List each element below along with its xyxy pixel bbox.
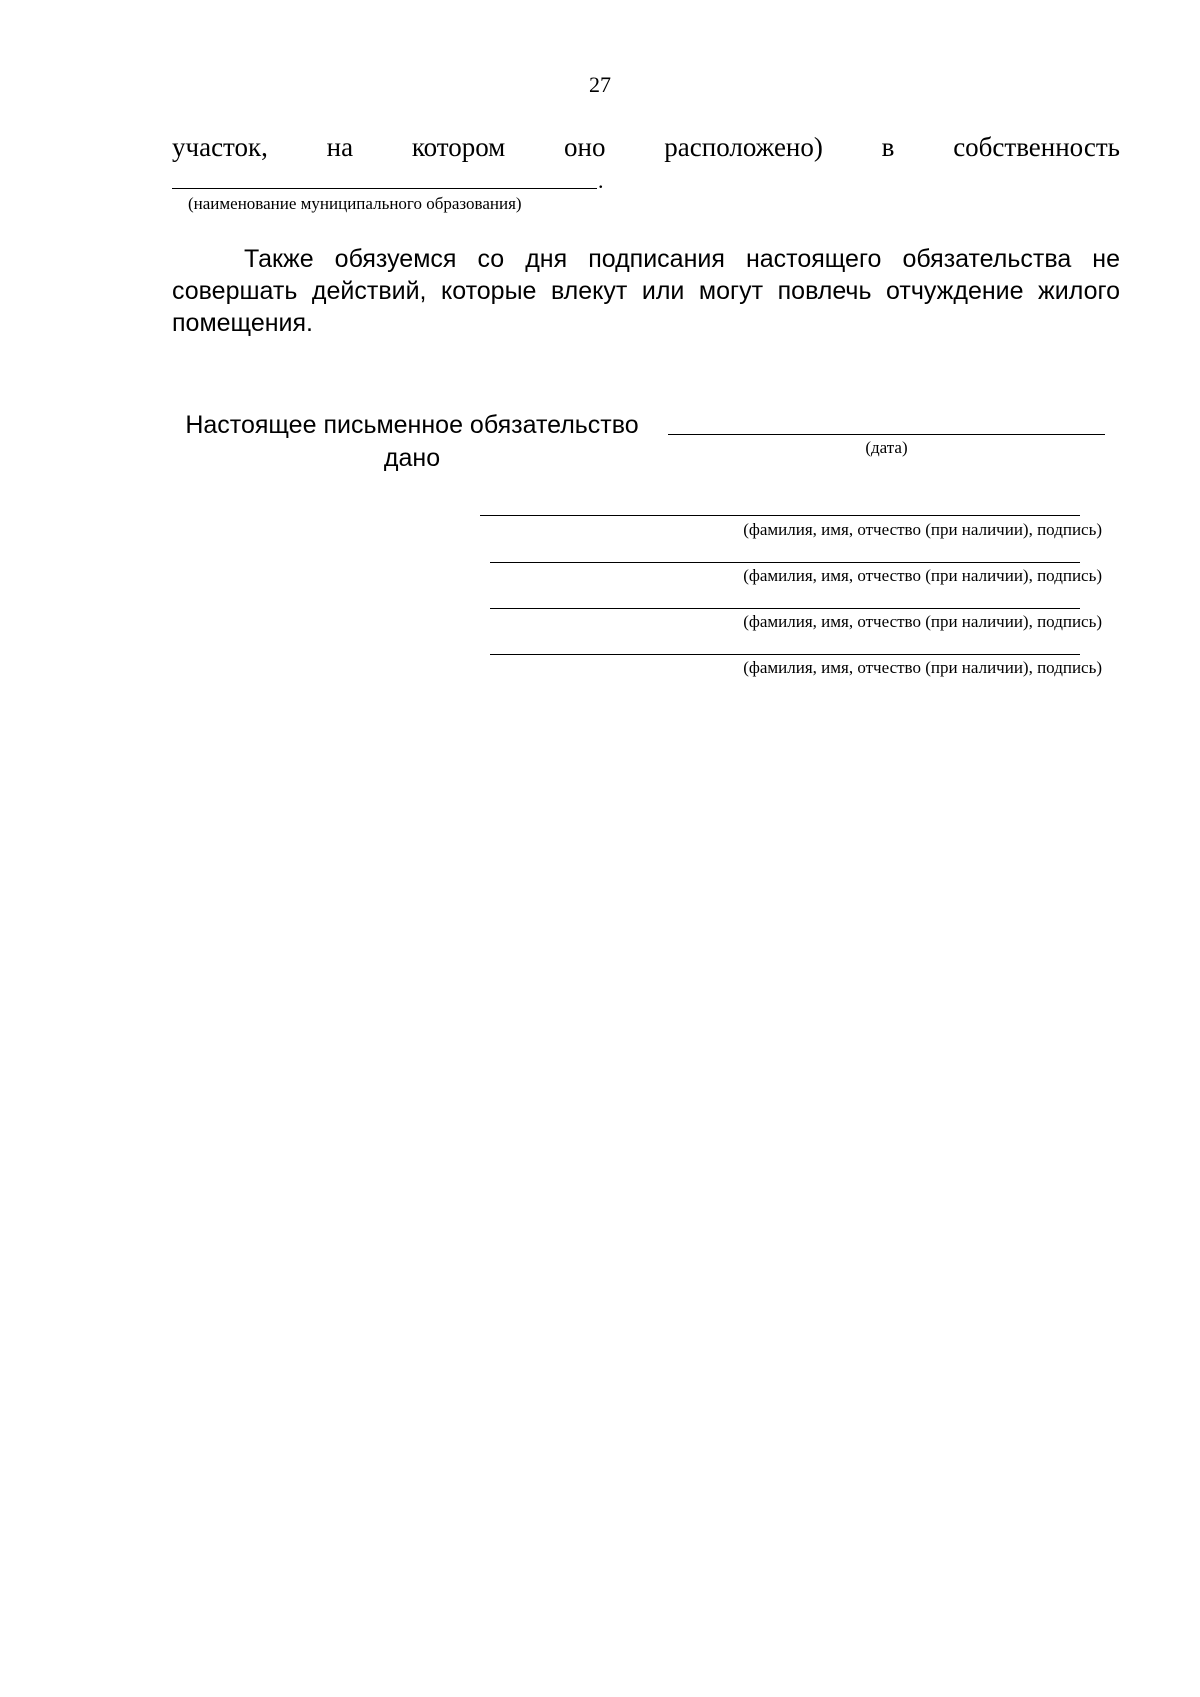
signature-caption: (фамилия, имя, отчество (при наличии), подпись) bbox=[743, 520, 1102, 539]
signature-line[interactable] bbox=[490, 562, 1080, 563]
signature-caption: (фамилия, имя, отчество (при наличии), подпись) bbox=[743, 612, 1102, 631]
signature-line[interactable] bbox=[490, 654, 1080, 655]
municipality-caption: (наименование муниципального образования) bbox=[188, 194, 522, 213]
signature-line[interactable] bbox=[480, 515, 1080, 516]
first-line bbox=[172, 131, 1120, 163]
signature-caption: (фамилия, имя, отчество (при наличии), подпись) bbox=[743, 658, 1102, 677]
obligation-paragraph: Также обязуемся со дня подписания настоящего обязательства не совершать действий, которые влекут или могут повлечь отчуждение жилого помещения. bbox=[172, 245, 1120, 337]
municipality-period: . bbox=[598, 168, 604, 193]
first-line-word: расположено) bbox=[664, 132, 823, 162]
first-line-word: в bbox=[881, 132, 895, 162]
first-line-word: котором bbox=[411, 132, 506, 162]
first-line-word: участок, bbox=[172, 132, 268, 162]
signature-caption: (фамилия, имя, отчество (при наличии), подпись) bbox=[743, 566, 1102, 585]
municipality-blank-line[interactable] bbox=[172, 188, 597, 189]
date-blank-line[interactable] bbox=[668, 434, 1105, 435]
date-caption: (дата) bbox=[865, 438, 908, 457]
signature-line[interactable] bbox=[490, 608, 1080, 609]
first-line-word: оно bbox=[564, 132, 606, 162]
given-text: Настоящее письменное обязательство дано bbox=[185, 411, 639, 472]
first-line-word: на bbox=[326, 132, 354, 162]
page-number: 27 bbox=[589, 72, 611, 97]
first-line-word: собственность bbox=[953, 132, 1120, 162]
